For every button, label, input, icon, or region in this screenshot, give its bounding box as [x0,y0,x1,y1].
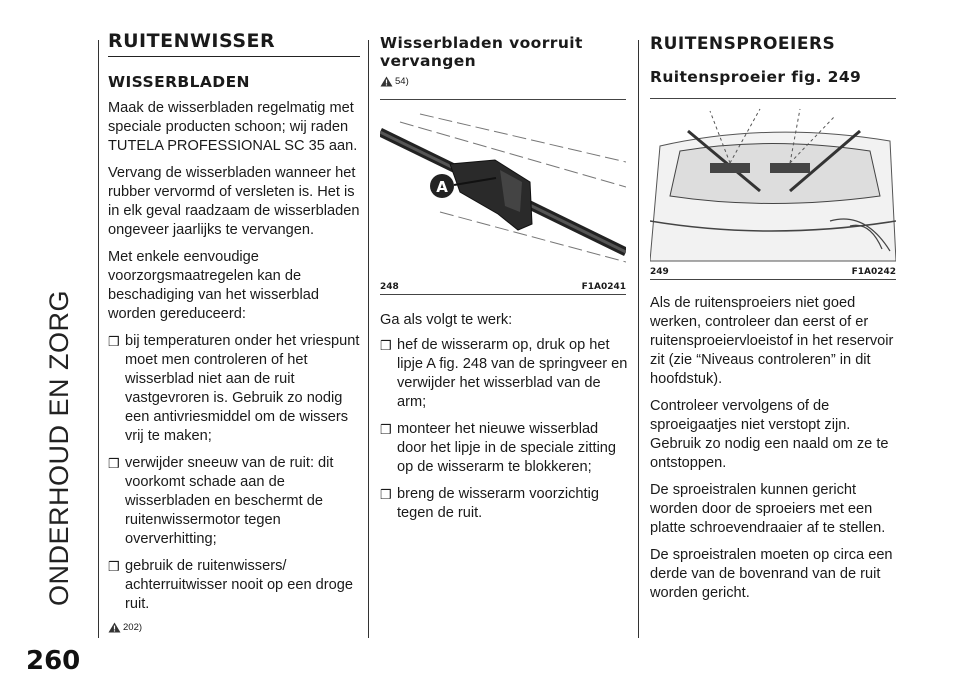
column-wisserbladen-vervangen [380,30,630,531]
list-item: ❒ monteer het nieuwe wisserblad door het lipje in de speciale zitting op de wisserarm te blokkeren; [380,421,617,475]
checkbox-bullet-icon: ❒ [108,559,120,574]
subsection-heading: Ruitensproeier fig. 249 [650,68,862,86]
warning-reference: 202) [108,622,360,633]
figure-code: F1A0241 [581,282,626,292]
column-divider [638,40,639,638]
washer-nozzle-illustration [650,101,896,267]
figure-code: F1A0242 [851,267,896,277]
column-ruitensproeiers [650,30,902,611]
wiper-blade-illustration [380,102,626,282]
section-title-vertical [44,290,96,607]
checkbox-bullet-icon: ❒ [380,338,392,353]
section-heading: RUITENWISSER [108,30,360,57]
paragraph: Als de ruitensproeiers niet goed werken, controleer dan eerst of er ruitensproeiervloeistof in het reservoir zit (zie “Niveaus controleren” in dit hoofdstuk). [650,295,894,387]
section-heading: Wisserbladen voorruit vervangen [380,34,583,70]
checkbox-bullet-icon: ❒ [108,456,120,471]
list-item: ❒ breng de wisserarm voorzichtig tegen de ruit. [380,486,599,521]
figure-248 [380,99,626,295]
checkbox-bullet-icon: ❒ [380,422,392,437]
figure-number: 249 [650,267,669,277]
warning-triangle-icon [380,76,393,87]
page-number: 260 [26,646,81,676]
column-divider [98,40,99,638]
figure-number: 248 [380,282,399,292]
warning-reference: 54) [380,76,630,87]
list-item: ❒ bij temperaturen onder het vriespunt moet men controleren of het wisserblad niet aan de ruit vastgevroren is. Gebruik zo nodig een antivriesmiddel om de wissers vrij te maken; [108,333,360,444]
paragraph: Met enkele eenvoudige voorzorgsmaatregelen kan de beschadiging van het wisserblad worden gereduceerd: [108,249,319,322]
column-divider [368,40,369,638]
section-title-text: ONDERHOUD EN ZORG [44,290,74,607]
warning-triangle-icon [108,622,121,633]
list-item: ❒ hef de wisserarm op, druk op het lipje A fig. 248 van de springveer en verwijder het wisserblad van de arm; [380,337,628,410]
checkbox-bullet-icon: ❒ [380,487,392,502]
paragraph: Vervang de wisserbladen wanneer het rubber vervormd of versleten is. Het is in elk geval raadzaam de wisserbladen ongeveer jaarlijks te vervangen. [108,165,360,238]
section-heading: RUITENSPROEIERS [650,34,836,54]
intro-text: Ga als volgt te werk: [380,312,513,328]
checkbox-bullet-icon: ❒ [108,334,120,349]
figure-249 [650,98,896,280]
column-ruitenwisser [108,30,360,639]
paragraph: Controleer vervolgens of de sproeigaatjes niet verstopt zijn. Gebruik zo nodig een naald om ze te ontstoppen. [650,398,889,471]
list-item: ❒ gebruik de ruitenwissers/ achterruitwisser nooit op een droge ruit. [108,558,353,612]
paragraph: De sproeistralen kunnen gericht worden door de sproeiers met een platte schroevendraaier af te stellen. [650,482,886,536]
figure-label-a: A [436,178,448,196]
list-item: ❒ verwijder sneeuw van de ruit: dit voorkomt schade aan de wisserbladen en beschermt de ruitenwissermotor tegen oververhitting; [108,455,334,547]
subsection-heading: WISSERBLADEN [108,73,250,91]
paragraph: De sproeistralen moeten op circa een derde van de bovenrand van de ruit worden gericht. [650,547,893,601]
paragraph: Maak de wisserbladen regelmatig met speciale producten schoon; wij raden TUTELA PROFESSIONAL SC 35 aan. [108,100,358,154]
